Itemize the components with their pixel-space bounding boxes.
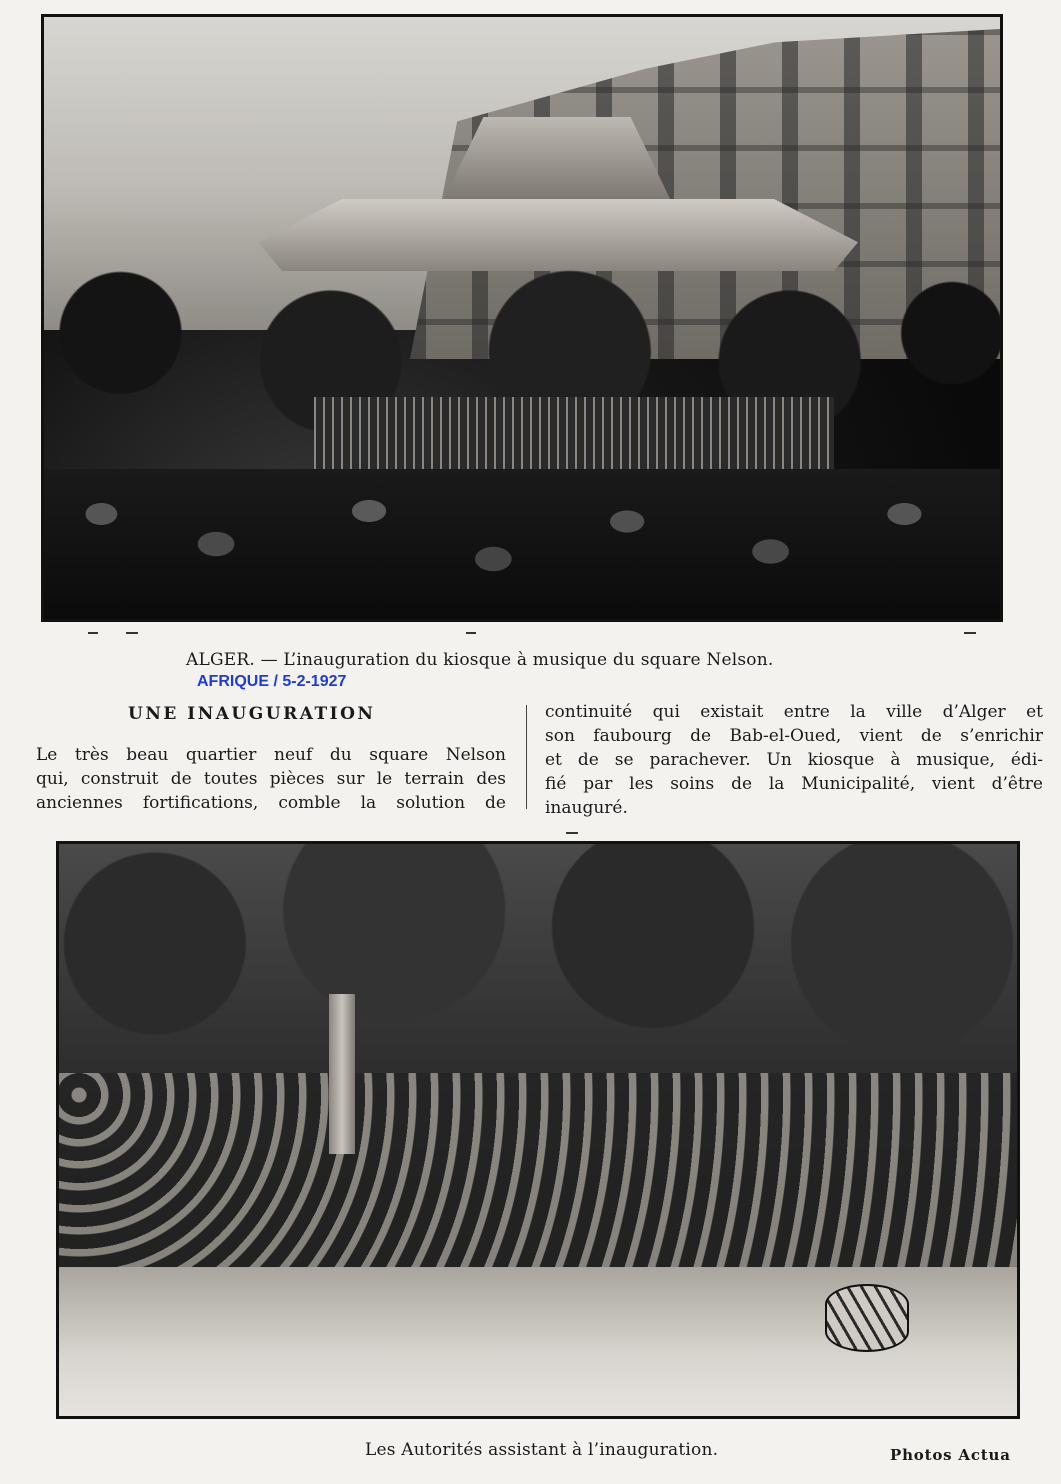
crowd — [44, 469, 1000, 619]
print-mark — [466, 632, 476, 634]
article-column-right — [545, 700, 1043, 820]
authorities-photo — [56, 841, 1020, 1419]
article-column-left — [36, 743, 506, 815]
article-line: son faubourg de Bab-el-Oued, vient de s’enrichir — [545, 726, 1043, 746]
article-line: inauguré. — [545, 798, 628, 818]
archive-stamp: AFRIQUE / 5-2-1927 — [197, 673, 347, 690]
seated-authorities — [59, 1073, 1017, 1279]
column-divider — [526, 705, 527, 809]
print-mark — [126, 632, 138, 634]
kiosk-railing — [314, 397, 834, 473]
tree-trunk — [329, 994, 355, 1154]
top-photo-caption: ALGER. — L’inauguration du kiosque à musique du square Nelson. — [186, 650, 774, 670]
kiosk-photo — [41, 14, 1003, 622]
print-mark — [964, 632, 976, 634]
article-line: fié par les soins de la Municipalité, vient d’être — [545, 774, 1043, 794]
article-line: et de se parachever. Un kiosque à musique, édi- — [545, 750, 1043, 770]
article-line: continuité qui existait entre la ville d’Alger et — [545, 702, 1043, 722]
drum — [825, 1284, 909, 1352]
bottom-photo-caption: Les Autorités assistant à l’inauguration. — [365, 1440, 719, 1460]
photo-credit: Photos Actua — [890, 1446, 1011, 1464]
print-mark — [566, 832, 578, 834]
print-mark — [88, 632, 98, 634]
article-line: anciennes fortifications, comble la solution de — [36, 793, 506, 813]
article-line: Le très beau quartier neuf du square Nelson — [36, 745, 506, 765]
article-line: qui, construit de toutes pièces sur le terrain des — [36, 769, 506, 789]
article-headline: UNE INAUGURATION — [128, 704, 376, 724]
